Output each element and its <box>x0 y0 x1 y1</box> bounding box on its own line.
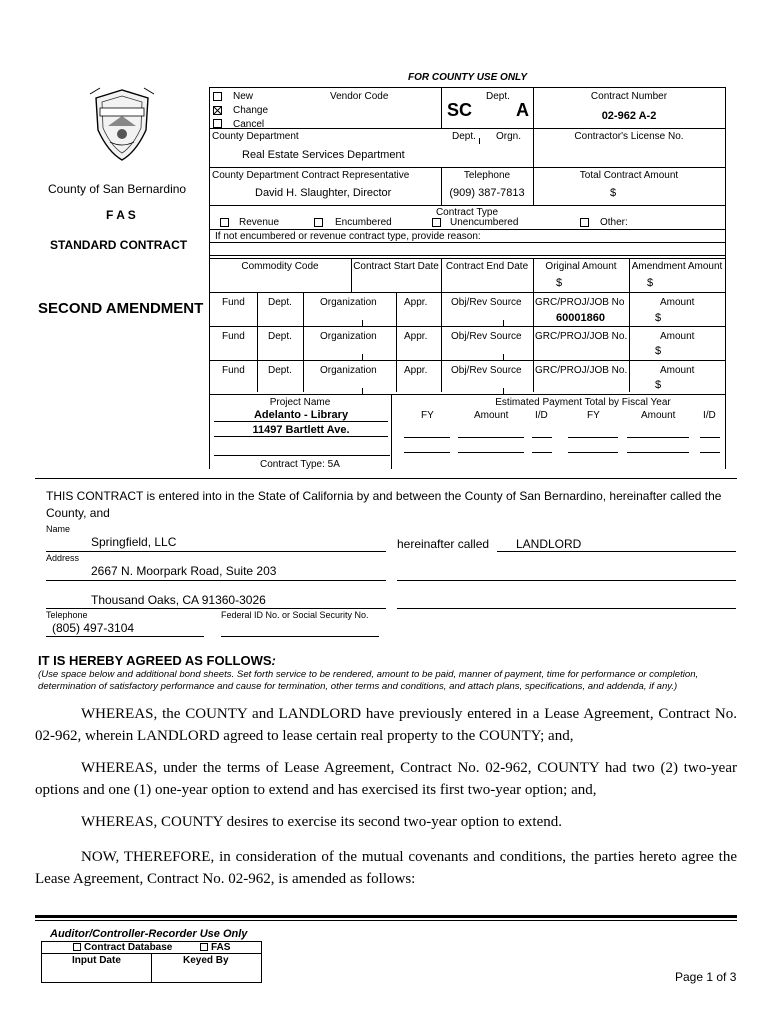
project-line2: 11497 Bartlett Ave. <box>214 424 388 437</box>
amendment-amount-label: Amendment Amount <box>631 261 723 272</box>
new-label: New <box>233 91 254 102</box>
grc-label: GRC/PROJ/JOB No. <box>535 331 628 342</box>
dept-value: A <box>516 100 529 120</box>
grc-label: GRC/PROJ/JOB No. <box>535 365 628 376</box>
address-line1: 2667 N. Moorpark Road, Suite 203 <box>91 564 277 578</box>
objrev-label: Obj/Rev Source <box>451 365 522 376</box>
agreed-heading: IT IS HEREBY AGREED AS FOLLOWS: <box>38 653 276 668</box>
dept-col-label: Dept. <box>268 331 292 342</box>
amount-col-label: Amount <box>641 410 676 421</box>
amount-label: Amount <box>660 331 695 342</box>
fund-label: Fund <box>222 331 245 342</box>
intro-text: THIS CONTRACT is entered into in the State of California by and between the County of San Bernardino, hereinafter called the County, and <box>46 489 722 520</box>
vendor-code-label: Vendor Code <box>330 91 389 102</box>
sc-value: SC <box>447 100 473 120</box>
standard-contract-heading: STANDARD CONTRACT <box>50 238 188 252</box>
telephone-label: Telephone <box>46 610 88 620</box>
dept-label: Dept. <box>486 91 510 102</box>
not-encumbered-reason: If not encumbered or revenue contract type, provide reason: <box>215 231 481 242</box>
change-checkbox[interactable] <box>213 106 222 115</box>
federal-id-label: Federal ID No. or Social Security No. <box>221 610 369 620</box>
agreement-instructions: (Use space below and additional bond sheets. Set forth service to be rendered, amount to be paid, manner of payment, time for performance or completion, determination of satisfactory performance and cause for termination, other terms and conditions, and attach plans, specifications, and addenda, if any.) <box>38 669 699 692</box>
amount-label: Amount <box>660 365 695 376</box>
fy-label: FY <box>587 410 600 421</box>
hereinafter-label: hereinafter called <box>397 537 490 551</box>
revenue-label: Revenue <box>239 217 280 228</box>
revenue-checkbox[interactable] <box>220 218 229 227</box>
whereas-paragraph-2: WHEREAS, under the terms of Lease Agreement, Contract No. 02-962, COUNTY had two (2) two-year options and one (1) one-year option to extend and has exercised its first two-year option; and, <box>35 760 737 798</box>
change-label: Change <box>233 105 269 116</box>
original-amount-label: Original Amount <box>545 261 617 272</box>
name-value: Springfield, LLC <box>91 535 177 549</box>
footer-divider-thin <box>35 920 737 921</box>
amount-label: Amount <box>660 297 695 308</box>
address-line2: Thousand Oaks, CA 91360-3026 <box>91 593 266 607</box>
second-amendment-heading: SECOND AMENDMENT <box>38 300 204 317</box>
telephone-value: (909) 387-7813 <box>449 187 525 199</box>
new-checkbox[interactable] <box>213 92 222 101</box>
county-department-value: Real Estate Services Department <box>242 149 405 161</box>
contract-type-footer: Contract Type: 5A <box>260 459 340 470</box>
fas-label: FAS <box>211 942 231 953</box>
id-label: I/D <box>703 410 716 421</box>
other-checkbox[interactable] <box>580 218 589 227</box>
county-seal-logo <box>86 86 158 164</box>
rep-label: County Department Contract Representative <box>212 170 410 181</box>
encumbered-label: Encumbered <box>335 217 392 228</box>
dept-col-label: Dept. <box>268 297 292 308</box>
amount-col-label: Amount <box>474 410 509 421</box>
objrev-label: Obj/Rev Source <box>451 297 522 308</box>
amount-value: $ <box>655 312 662 324</box>
start-date-label: Contract Start Date <box>353 261 439 272</box>
project-line1: Adelanto - Library <box>214 409 388 422</box>
county-department-label: County Department <box>212 131 299 142</box>
contract-database-label: Contract Database <box>84 942 173 953</box>
amount-value: $ <box>655 345 662 357</box>
now-therefore-paragraph: NOW, THEREFORE, in consideration of the mutual covenants and conditions, the parties hereto agree the Lease Agreement, Contract No. 02-962, is amended as follows: <box>35 849 737 887</box>
dept2-label: Dept. <box>452 131 476 142</box>
cancel-label: Cancel <box>233 119 265 130</box>
fund-label: Fund <box>222 365 245 376</box>
contract-database-checkbox[interactable] <box>73 943 81 951</box>
input-date-label: Input Date <box>72 955 121 966</box>
page-number: Page 1 of 3 <box>675 970 737 984</box>
address-label: Address <box>46 553 80 563</box>
name-label: Name <box>46 524 71 534</box>
fund-label: Fund <box>222 297 245 308</box>
license-label: Contractor's License No. <box>574 131 684 142</box>
contract-number-label: Contract Number <box>590 91 668 102</box>
hereinafter-value: LANDLORD <box>516 537 582 551</box>
organization-label: Organization <box>320 297 377 308</box>
appr-label: Appr. <box>404 331 428 342</box>
grc-label: GRC/PROJ/JOB No <box>535 297 625 308</box>
total-amount-label: Total Contract Amount <box>579 170 679 181</box>
telephone-label: Telephone <box>463 170 511 181</box>
original-amount-value: $ <box>556 277 563 289</box>
project-name-label: Project Name <box>269 397 331 408</box>
id-label: I/D <box>535 410 548 421</box>
amendment-amount-value: $ <box>647 277 654 289</box>
orgn-label: Orgn. <box>496 131 522 142</box>
for-county-use-only: FOR COUNTY USE ONLY <box>408 72 528 83</box>
cancel-checkbox[interactable] <box>213 119 222 128</box>
county-name: County of San Bernardino <box>48 182 187 196</box>
dept-col-label: Dept. <box>268 365 292 376</box>
unencumbered-checkbox[interactable] <box>432 218 441 227</box>
fas-heading: F A S <box>106 208 136 222</box>
total-amount-value: $ <box>609 187 617 199</box>
appr-label: Appr. <box>404 365 428 376</box>
organization-label: Organization <box>320 365 377 376</box>
keyed-by-label: Keyed By <box>183 955 229 966</box>
contract-number-value: 02-962 A-2 <box>601 110 657 122</box>
whereas-paragraph-1: WHEREAS, the COUNTY and LANDLORD have previously entered in a Lease Agreement, Contract No. 02-962, wherein LANDLORD agreed to lease certain real property to the COUNTY; and, <box>35 706 737 744</box>
organization-label: Organization <box>320 331 377 342</box>
amount-value: $ <box>655 379 662 391</box>
fas-checkbox[interactable] <box>200 943 208 951</box>
footer-divider <box>35 915 737 918</box>
auditor-title: Auditor/Controller-Recorder Use Only <box>50 928 248 940</box>
commodity-code-label: Commodity Code <box>241 261 319 272</box>
objrev-label: Obj/Rev Source <box>451 331 522 342</box>
appr-label: Appr. <box>404 297 428 308</box>
other-label: Other: <box>600 217 628 228</box>
encumbered-checkbox[interactable] <box>314 218 323 227</box>
fy-label: FY <box>421 410 434 421</box>
rep-value: David H. Slaughter, Director <box>255 187 392 199</box>
unencumbered-label: Unencumbered <box>450 217 519 228</box>
whereas-paragraph-3: WHEREAS, COUNTY desires to exercise its second two-year option to extend. <box>81 814 563 830</box>
contract-type-label: Contract Type <box>435 207 499 218</box>
end-date-label: Contract End Date <box>445 261 529 272</box>
grc-value: 60001860 <box>556 312 605 324</box>
estimated-payment-label: Estimated Payment Total by Fiscal Year <box>495 397 671 408</box>
telephone-value: (805) 497-3104 <box>52 621 135 635</box>
